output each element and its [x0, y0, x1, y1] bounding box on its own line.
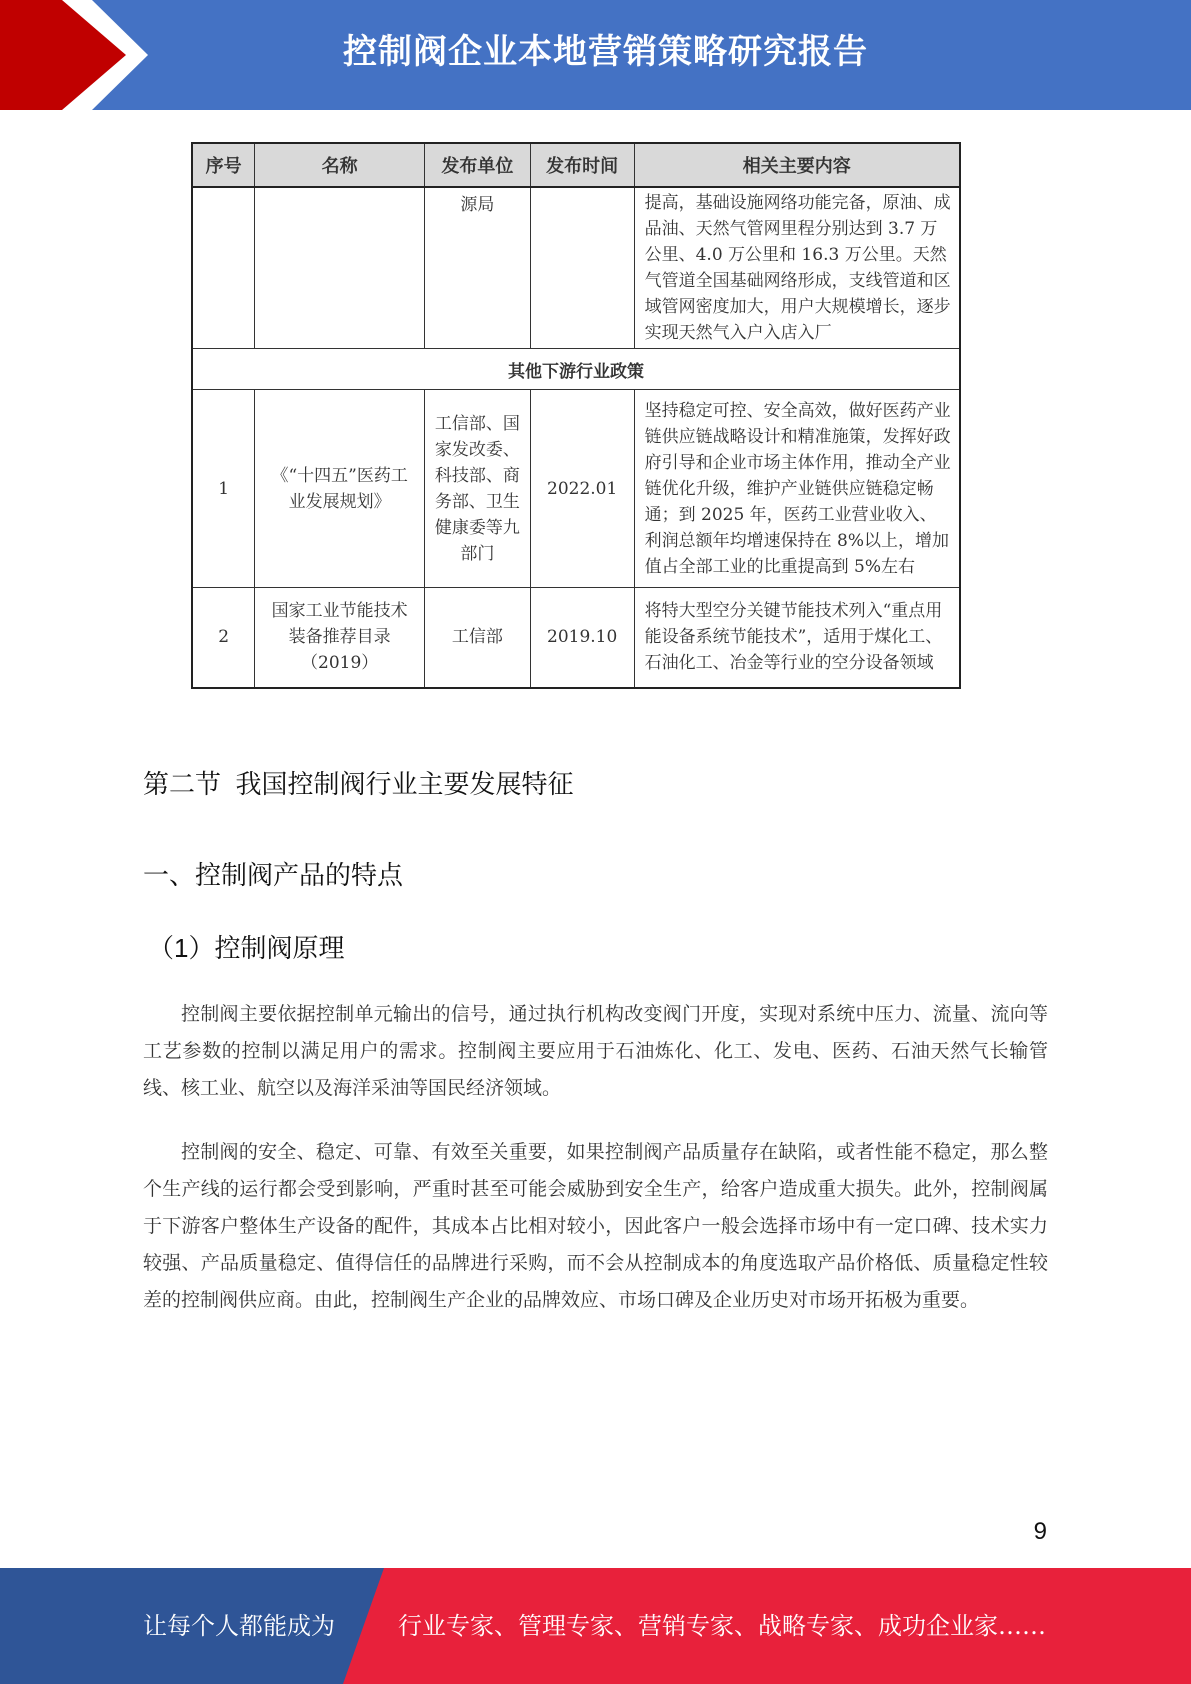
cell-unit: 工信部、国家发改委、科技部、商务部、卫生健康委等九部门 [425, 390, 531, 588]
cell-date: 2019.10 [530, 588, 634, 688]
column-header-content: 相关主要内容 [634, 143, 960, 187]
body-paragraph: 控制阀主要依据控制单元输出的信号，通过执行机构改变阀门开度，实现对系统中压力、流量、流向等工艺参数的控制以满足用户的需求。控制阀主要应用于石油炼化、化工、发电、医药、石油天然气长输管线、核工业、航空以及海洋采油等国民经济领域。 [143, 1003, 1048, 1099]
cell-no: 2 [192, 588, 255, 688]
table-header-row [192, 143, 960, 187]
cell-date [530, 187, 634, 349]
body-paragraph: 控制阀的安全、稳定、可靠、有效至关重要，如果控制阀产品质量存在缺陷，或者性能不稳定，那么整个生产线的运行都会受到影响，严重时甚至可能会威胁到安全生产，给客户造成重大损失。此外，控制阀属于下游客户整体生产设备的配件，其成本占比相对较小，因此客户一般会选择市场中有一定口碑、技术实力较强、产品质量稳定、值得信任的品牌进行采购，而不会从控制成本的角度选取产品价格低、质量稳定性较差的控制阀供应商。由此，控制阀生产企业的品牌效应、市场口碑及企业历史对市场开拓极为重要。 [143, 1141, 1048, 1311]
cell-name: 国家工业节能技术装备推荐目录（2019） [255, 588, 425, 688]
column-header-name: 名称 [255, 143, 425, 187]
table-row [192, 390, 960, 588]
section-label: 其他下游行业政策 [192, 349, 960, 390]
table-row-continued [192, 187, 960, 349]
footer-slogan-left: 让每个人都能成为 [143, 1612, 335, 1640]
table-section-row [192, 349, 960, 390]
subsub-heading: （1）控制阀原理 [148, 933, 345, 963]
sub-heading: 一、控制阀产品的特点 [143, 860, 404, 890]
cell-content: 提高，基础设施网络功能完备，原油、成品油、天然气管网里程分别达到 3.7 万公里、4.0 万公里和 16.3 万公里。天然气管道全国基础网络形成，支线管道和区域管网密度加大，用户大规模增长，逐步实现天然气入户入店入厂 [634, 187, 960, 349]
column-header-no: 序号 [192, 143, 255, 187]
cell-unit: 工信部 [425, 588, 531, 688]
footer-slogan-right: 行业专家、管理专家、营销专家、战略专家、成功企业家…… [398, 1612, 1046, 1640]
column-header-date: 发布时间 [530, 143, 634, 187]
cell-date: 2022.01 [530, 390, 634, 588]
page-header [0, 0, 1191, 110]
section-heading: 第二节 我国控制阀行业主要发展特征 [143, 769, 574, 799]
cell-content: 将特大型空分关键节能技术列入“重点用能设备系统节能技术”，适用于煤化工、石油化工、冶金等行业的空分设备领域 [634, 588, 960, 688]
table-row [192, 588, 960, 688]
cell-content: 坚持稳定可控、安全高效，做好医药产业链供应链战略设计和精准施策，发挥好政府引导和企业市场主体作用，推动全产业链优化升级，维护产业链供应链稳定畅通；到 2025 年，医药工业营业收入、利润总额年均增速保持在 8%以上，增加值占全部工业的比重提高到 5%左右 [634, 390, 960, 588]
report-title: 控制阀企业本地营销策略研究报告 [343, 32, 868, 72]
page-footer [0, 1568, 1191, 1684]
cell-no: 1 [192, 390, 255, 588]
cell-no [192, 187, 255, 349]
cell-unit: 源局 [425, 187, 531, 349]
cell-name: 《“十四五”医药工业发展规划》 [255, 390, 425, 588]
column-header-unit: 发布单位 [425, 143, 531, 187]
policy-table [191, 142, 961, 689]
cell-name [255, 187, 425, 349]
page-number: 9 [1033, 1518, 1047, 1545]
